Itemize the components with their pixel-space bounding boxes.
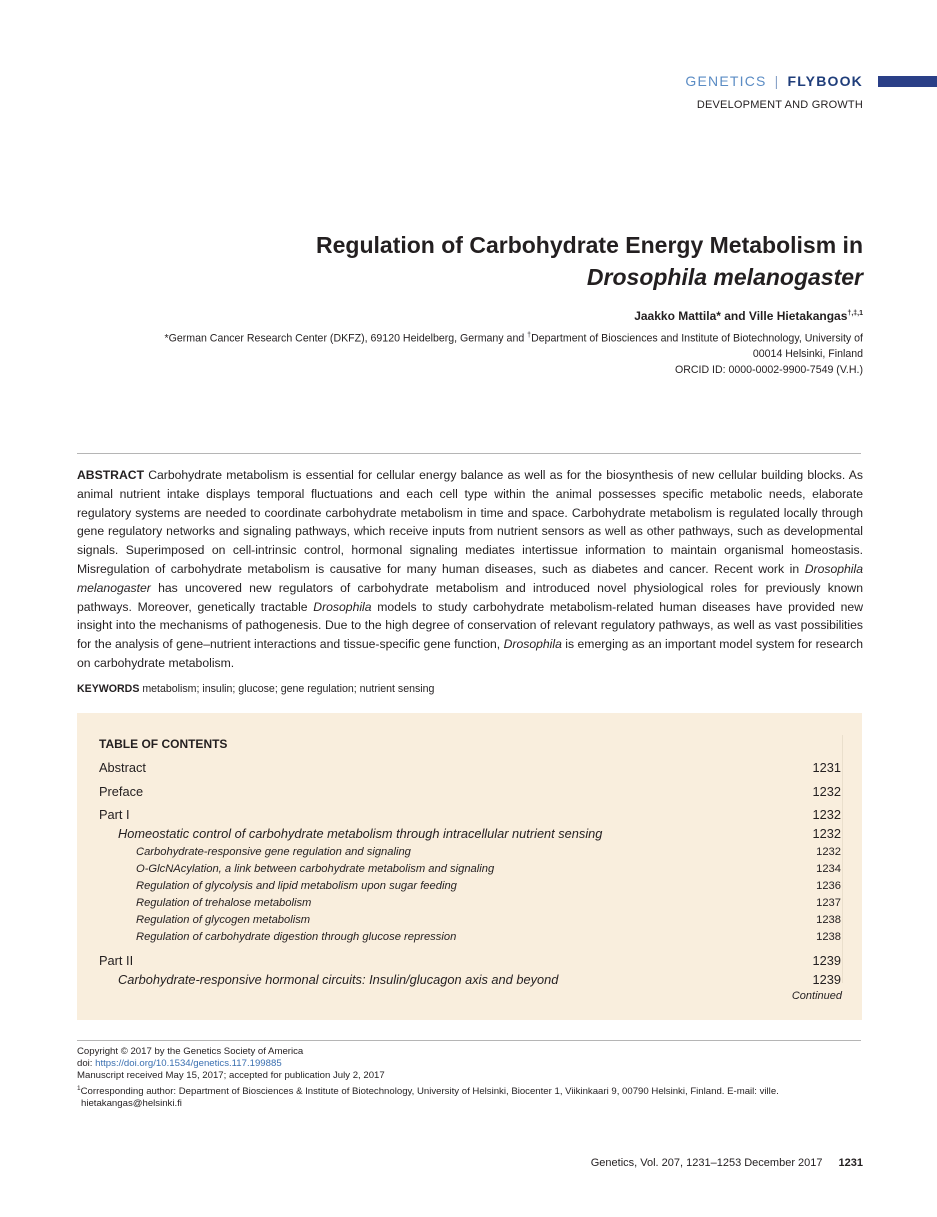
series-name: FLYBOOK [787, 73, 863, 89]
toc-entry-label: Regulation of glycolysis and lipid metabolism upon sugar feeding [136, 880, 457, 892]
journal-brand [685, 73, 863, 89]
toc-title: TABLE OF CONTENTS [99, 737, 228, 751]
footnotes [77, 1046, 863, 1110]
doi-line [77, 1058, 863, 1070]
toc-entry[interactable] [99, 826, 841, 841]
brand-separator: | [774, 73, 780, 89]
citation-text: Genetics, Vol. 207, 1231–1253 December 2017 [590, 1157, 823, 1169]
toc-entry-label: Regulation of glycogen metabolism [136, 914, 311, 926]
abstract-italic-1: Drosophila melanogaster [77, 561, 863, 595]
toc-entry-label: Preface [99, 784, 144, 799]
toc-entry-label: O-GlcNAcylation, a link between carbohydrate metabolism and signaling [136, 863, 495, 875]
section-label: DEVELOPMENT AND GROWTH [696, 99, 863, 111]
affiliation-mark: † [527, 332, 532, 339]
affiliation-1: *German Cancer Research Center (DKFZ), 69120 Heidelberg, Germany and [164, 332, 528, 345]
abstract-text-2: has uncovered new regulators of carbohydrate metabolism and introduced novel physiological roles for previously known pathways. Moreover, genetically tractable [77, 580, 863, 614]
abstract-text-1: Carbohydrate metabolism is essential for cellular energy balance as well as for the biosynthesis of new cellular building blocks. As animal nutrient intake displays temporal fluctuations and each cell type within the animal possesses specific metabolic needs, elaborate regulatory systems are needed to coordinate carbohydrate metabolism in time and space. Carbohydrate metabolism is regulated locally through gene regulatory networks and signaling pathways, which receive inputs from nutrient sensors as well as other pathways, such as developmental signals. Superimposed on cell-intrinsic control, hormonal signaling mediates intertissue information to maintain organismal homeostasis. Misregulation of carbohydrate metabolism is causative for many human diseases, such as diabetes and cancer. Recent work in [77, 468, 863, 576]
toc-divider [842, 735, 843, 983]
title-line-2: Drosophila melanogaster [586, 264, 863, 290]
toc-entry[interactable] [99, 846, 841, 858]
manuscript-dates: Manuscript received May 15, 2017; accepted for publication July 2, 2017 [77, 1070, 385, 1082]
copyright: Copyright © 2017 by the Genetics Society of America [77, 1046, 304, 1057]
toc-entry[interactable] [99, 931, 841, 943]
toc-entry-page: 1232 [812, 807, 841, 822]
toc-entry[interactable] [99, 953, 841, 968]
toc-entry-label: Abstract [99, 760, 146, 775]
toc-entry-page: 1231 [812, 760, 841, 775]
toc-entry-page: 1236 [816, 880, 841, 892]
toc-entry[interactable] [99, 807, 841, 822]
toc-entry-page: 1238 [816, 914, 841, 926]
toc-entry-page: 1237 [816, 897, 841, 909]
abstract [77, 466, 863, 673]
toc-entry-page: 1232 [812, 784, 841, 799]
toc-entry-label: Homeostatic control of carbohydrate metabolism through intracellular nutrient sensing [118, 826, 603, 841]
author-affil-marks: †,‡,1 [847, 310, 863, 317]
journal-name: GENETICS [685, 73, 767, 89]
title-line-1: Regulation of Carbohydrate Energy Metabolism in [316, 232, 863, 258]
toc-entry[interactable] [99, 897, 841, 909]
brand-accent-bar [878, 76, 937, 87]
abstract-italic-2: Drosophila [313, 599, 372, 614]
abstract-text-3: models to study carbohydrate metabolism-related human diseases have provided new insight into the mechanisms of pathogenesis. Due to the high degree of conservation of relevant regulatory pathways, as well as vast possibilities for the analysis of gene–nutrient interactions and tissue-specific gene function, [77, 599, 863, 652]
author-names: Jaakko Mattila* and Ville Hietakangas [634, 309, 848, 323]
toc-entry[interactable] [99, 914, 841, 926]
article-title [163, 229, 863, 293]
affiliation-3: 00014 Helsinki, Finland [752, 348, 863, 361]
toc-entry-page: 1238 [816, 931, 841, 943]
toc-entry-label: Regulation of trehalose metabolism [136, 897, 312, 909]
page-number: 1231 [838, 1157, 863, 1169]
corresponding-email[interactable]: hietakangas@helsinki.fi [81, 1098, 182, 1109]
corresponding-author [77, 1083, 863, 1098]
abstract-label: ABSTRACT [77, 468, 145, 482]
keywords-text: metabolism; insulin; glucose; gene regulation; nutrient sensing [139, 683, 435, 695]
journal-citation [591, 1157, 863, 1169]
affiliations [83, 328, 863, 363]
abstract-text-4: is emerging as an important model system for research on carbohydrate metabolism. [77, 637, 864, 670]
keywords-label: KEYWORDS [77, 683, 140, 695]
doi-link[interactable]: https://doi.org/10.1534/genetics.117.199885 [95, 1058, 282, 1070]
authors [634, 309, 863, 323]
toc-entry-label: Part I [99, 807, 130, 822]
toc-entry-label: Carbohydrate-responsive hormonal circuits: Insulin/glucagon axis and beyond [118, 972, 559, 987]
toc-entry[interactable] [99, 784, 841, 799]
corresponding-mark: 1 [77, 1084, 81, 1092]
toc-entry-page: 1232 [816, 846, 841, 858]
doi-prefix: doi: [77, 1058, 96, 1070]
footnote-divider [77, 1040, 861, 1041]
toc-continued: Continued [791, 990, 842, 1002]
toc-entry[interactable] [99, 972, 841, 987]
divider [77, 453, 861, 454]
toc-entry[interactable] [99, 863, 841, 875]
toc-entry[interactable] [99, 880, 841, 892]
toc-entry[interactable] [99, 760, 841, 775]
toc-entry-page: 1234 [816, 863, 841, 875]
keywords [77, 683, 434, 695]
orcid: ORCID ID: 0000-0002-9900-7549 (V.H.) [674, 364, 863, 376]
toc-entry-label: Regulation of carbohydrate digestion through glucose repression [136, 931, 457, 943]
toc-entry-label: Carbohydrate-responsive gene regulation and signaling [136, 846, 411, 858]
toc-entry-page: 1239 [812, 972, 841, 987]
toc-entry-page: 1232 [812, 826, 841, 841]
abstract-italic-3: Drosophila [503, 637, 562, 652]
toc-entry-page: 1239 [812, 953, 841, 968]
corresponding-line-1: Corresponding author: Department of Biosciences & Institute of Biotechnology, University of Helsinki, Biocenter 1, Viikinkaari 9, 00790 Helsinki, Finland. E-mail: ville. [80, 1085, 779, 1097]
toc-entry-label: Part II [99, 953, 134, 968]
affiliation-2: Department of Biosciences and Institute of Biotechnology, University of [531, 332, 863, 345]
